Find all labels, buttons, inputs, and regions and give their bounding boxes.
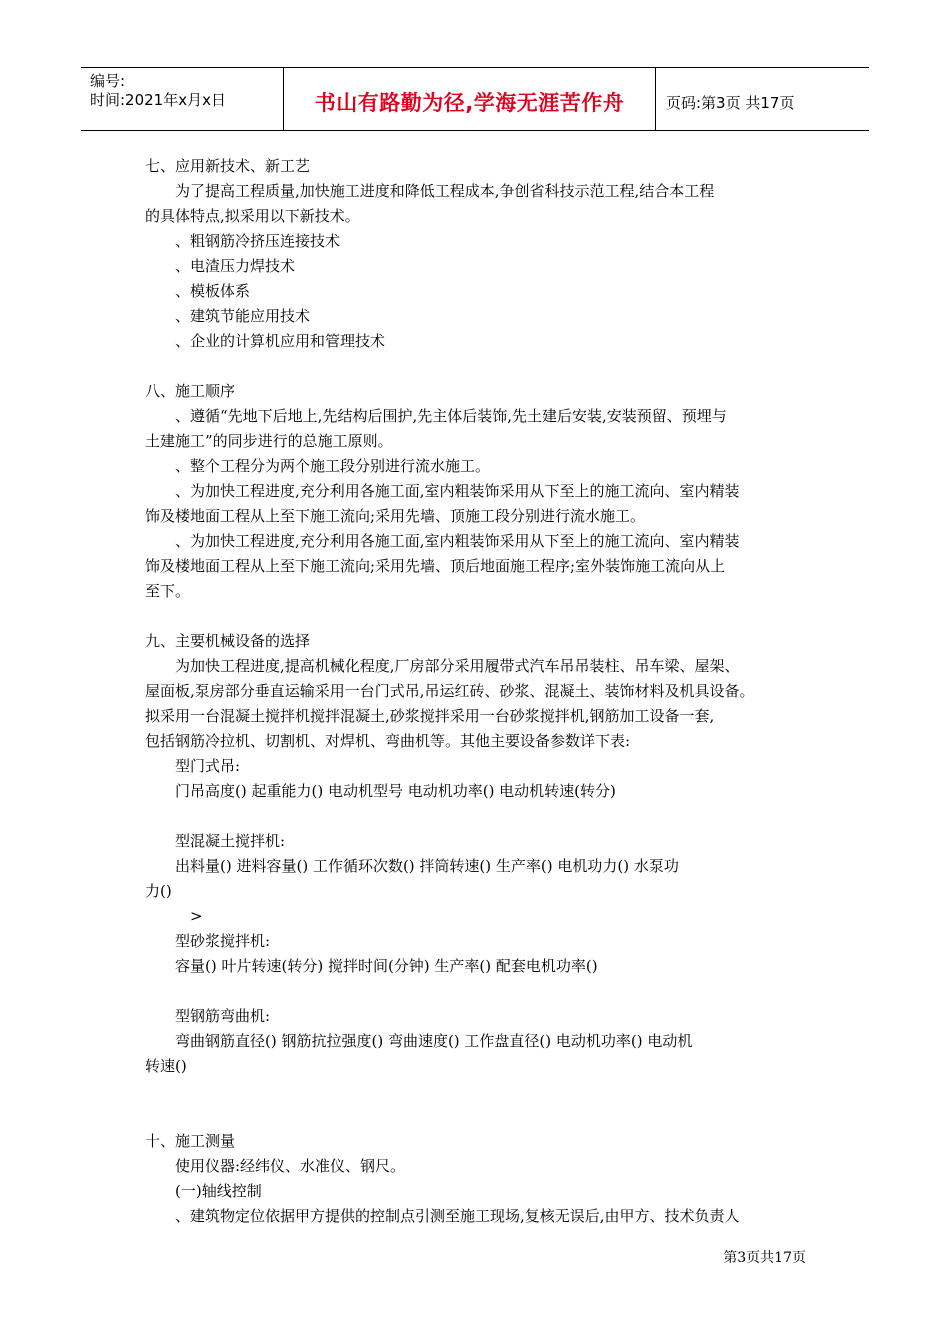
page-header [81, 67, 869, 131]
paragraph-line: 、整个工程分为两个施工段分别进行流水施工。 [175, 457, 491, 475]
paragraph-line: 为加快工程进度,提高机械化程度,厂房部分采用履带式汽车吊吊装柱、吊车梁、屋架、 [175, 657, 740, 675]
list-item: 、电渣压力焊技术 [175, 257, 296, 275]
paragraph-line: 的具体特点,拟采用以下新技术。 [145, 207, 360, 225]
document-body [145, 154, 807, 1229]
paragraph-line: 拟采用一台混凝土搅拌机搅拌混凝土,砂浆搅拌采用一台砂浆搅拌机,钢筋加工设备一套, [145, 707, 715, 725]
header-motto: 书山有路勤为径,学海无涯苦作舟 [283, 68, 656, 130]
section-heading: 八、施工顺序 [145, 382, 236, 400]
document-number-label: 编号: [90, 72, 126, 90]
header-meta [81, 68, 283, 130]
list-item: 、模板体系 [175, 282, 251, 300]
list-item: 、建筑节能应用技术 [175, 307, 311, 325]
paragraph-line: 包括钢筋冷拉机、切割机、对焊机、弯曲机等。其他主要设备参数详下表: [145, 732, 631, 750]
paragraph-line: 至下。 [145, 582, 191, 600]
page-footer: 第3页共17页 [723, 1250, 806, 1266]
equipment-title: 型门式吊: [175, 757, 241, 775]
section-heading: 七、应用新技术、新工艺 [145, 157, 311, 175]
equipment-title: 型混凝土搅拌机: [175, 832, 286, 850]
paragraph-line: 、为加快工程进度,充分利用各施工面,室内粗装饰采用从下至上的施工流向、室内精装 [175, 482, 740, 500]
paragraph-line: 使用仪器:经纬仪、水准仪、钢尺。 [175, 1157, 406, 1175]
paragraph-line: 饰及楼地面工程从上至下施工流向;采用先墙、顶施工段分别进行流水施工。 [145, 507, 646, 525]
header-page-info: 页码:第3页 共17页 [666, 93, 795, 112]
equipment-params: 转速() [145, 1057, 187, 1075]
arrow-mark: > [190, 907, 203, 925]
paragraph-line: 、遵循“先地下后地上,先结构后围护,先主体后装饰,先土建后安装,安装预留、预埋与 [175, 407, 727, 425]
paragraph-line: 为了提高工程质量,加快施工进度和降低工程成本,争创省科技示范工程,结合本工程 [175, 182, 715, 200]
equipment-title: 型钢筋弯曲机: [175, 1007, 271, 1025]
section-heading: 九、主要机械设备的选择 [145, 632, 311, 650]
paragraph-line: 屋面板,泵房部分垂直运输采用一台门式吊,吊运红砖、砂浆、混凝土、装饰材料及机具设备。 [145, 682, 755, 700]
equipment-params: 容量() 叶片转速(转分) 搅拌时间(分钟) 生产率() 配套电机功率() [175, 957, 598, 975]
equipment-params: 出料量() 进料容量() 工作循环次数() 拌筒转速() 生产率() 电机功力() 水泵功 [175, 857, 679, 875]
section-heading: 十、施工测量 [145, 1132, 236, 1150]
equipment-title: 型砂浆搅拌机: [175, 932, 271, 950]
paragraph-line: 土建施工”的同步进行的总施工原则。 [145, 432, 393, 450]
subsection-heading: (一)轴线控制 [175, 1182, 262, 1200]
equipment-params: 门吊高度() 起重能力() 电动机型号 电动机功率() 电动机转速(转分) [175, 782, 616, 800]
list-item: 、企业的计算机应用和管理技术 [175, 332, 386, 350]
equipment-params: 力() [145, 882, 172, 900]
paragraph-line: 饰及楼地面工程从上至下施工流向;采用先墙、顶后地面施工程序;室外装饰施工流向从上 [145, 557, 726, 575]
paragraph-line: 、为加快工程进度,充分利用各施工面,室内粗装饰采用从下至上的施工流向、室内精装 [175, 532, 740, 550]
equipment-params: 弯曲钢筋直径() 钢筋抗拉强度() 弯曲速度() 工作盘直径() 电动机功率() 电动机 [175, 1032, 693, 1050]
list-item: 、粗钢筋冷挤压连接技术 [175, 232, 341, 250]
document-date: 时间:2021年x月x日 [90, 91, 226, 109]
paragraph-line: 、建筑物定位依据甲方提供的控制点引测至施工现场,复核无误后,由甲方、技术负责人 [175, 1207, 740, 1225]
